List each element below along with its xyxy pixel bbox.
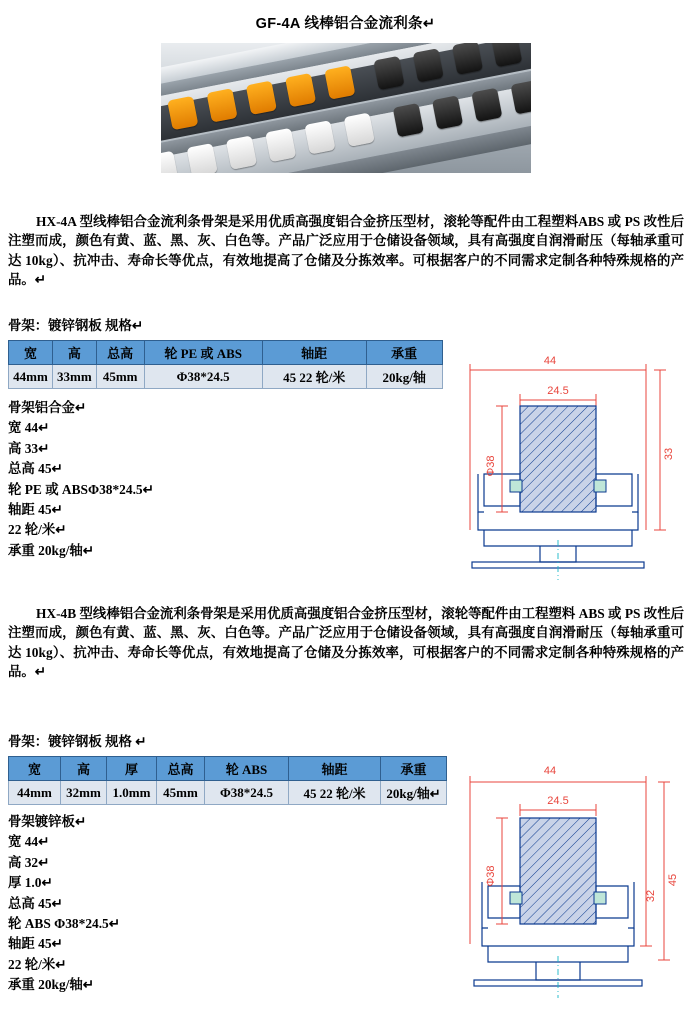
td-height: 32mm — [61, 781, 107, 805]
list-item: 承重 20kg/轴↵ — [8, 542, 94, 558]
section-b-spec-table — [8, 756, 447, 805]
td-load: 20kg/轴 — [366, 365, 442, 389]
section-a-paragraph: HX-4A 型线棒铝合金流利条骨架是采用优质高强度铝合金挤压型材，滚轮等配件由工程塑料ABS 或 PS 改性后注塑而成，颜色有黄、蓝、黑、灰、白色等。产品广泛应用于仓储设备领域，具有高强度自润滑耐压（每轴承重可达 10kg）、抗冲击、寿命长等优点，有效地提高了仓储及分拣效率。可根据客户的不同需求定制各种特殊规格的产品。↵ — [8, 214, 684, 288]
dim-diameter-38: Φ38 — [485, 455, 497, 477]
section-b-technical-drawing — [432, 748, 684, 1004]
list-item: 轮 PE 或 ABSΦ38*24.5↵ — [8, 481, 154, 497]
th-pitch: 轴距 — [262, 341, 366, 365]
dim-right-32: 32 — [645, 889, 657, 903]
section-a-technical-drawing — [432, 334, 684, 590]
list-item: 轴距 45↵ — [8, 936, 63, 952]
td-load: 20kg/轴↵ — [381, 781, 447, 805]
section-a-spec-label: 骨架：镀锌钢板 规格↵ — [8, 318, 144, 333]
table-header-row — [9, 757, 447, 781]
th-roller: 轮 PE 或 ABS — [144, 341, 262, 365]
list-item: 宽 44↵ — [8, 420, 50, 436]
dim-right-33: 33 — [663, 447, 675, 461]
list-item: 22 轮/米↵ — [8, 956, 67, 972]
table-row — [9, 781, 447, 805]
page-title: GF-4A 线棒铝合金流利条↵ — [255, 16, 436, 32]
th-thickness: 厚 — [107, 757, 157, 781]
dim-right-45: 45 — [667, 873, 679, 887]
table-row — [9, 365, 443, 389]
list-item: 高 32↵ — [8, 854, 50, 870]
list-item: 轮 ABS Φ38*24.5↵ — [8, 915, 120, 931]
list-item: 承重 20kg/轴↵ — [8, 977, 94, 992]
td-thickness: 1.0mm — [107, 781, 157, 805]
th-width: 宽 — [9, 341, 53, 365]
td-pitch: 45 22 轮/米 — [289, 781, 381, 805]
document-page — [0, 12, 691, 1012]
drawing-svg-b — [432, 748, 684, 1004]
th-total-height: 总高 — [96, 341, 144, 365]
section-b-paragraph: HX-4B 型线棒铝合金流利条骨架是采用优质高强度铝合金挤压型材，滚轮等配件由工程塑料 ABS 或 PS 改性后注塑而成，颜色有黄、蓝、黑、灰、白色等。产品广泛应用于仓储设备领域，具有高强度自润滑耐压（每轴承重可达 10kg）、抗冲击、寿命长等优点，有效地提高了仓储及分拣效率，可根据客户的不同需求定制各种特殊规格的产品。↵ — [8, 606, 684, 680]
td-roller: Φ38*24.5 — [144, 365, 262, 389]
section-a-spec-table — [8, 340, 443, 389]
drawing-svg-a — [432, 334, 684, 590]
th-height: 高 — [53, 341, 97, 365]
dim-inner-24-5: 24.5 — [547, 795, 569, 807]
list-item: 轴距 45↵ — [8, 501, 63, 517]
th-roller: 轮 ABS — [205, 757, 289, 781]
th-height: 高 — [61, 757, 107, 781]
roller-row — [161, 43, 531, 173]
table-header-row — [9, 341, 443, 365]
list-title: 骨架镀锌板↵ — [8, 814, 87, 829]
section-a-spec-list — [8, 398, 154, 561]
td-roller: Φ38*24.5 — [205, 781, 289, 805]
th-pitch: 轴距 — [289, 757, 381, 781]
th-load: 承重 — [366, 341, 442, 365]
td-width: 44mm — [9, 365, 53, 389]
dim-inner-24-5: 24.5 — [547, 385, 569, 397]
dim-top-44: 44 — [543, 765, 557, 777]
td-pitch: 45 22 轮/米 — [262, 365, 366, 389]
list-item: 22 轮/米↵ — [8, 522, 67, 538]
th-width: 宽 — [9, 757, 61, 781]
product-photo — [161, 43, 531, 173]
list-item: 宽 44↵ — [8, 834, 50, 850]
list-item: 厚 1.0↵ — [8, 875, 53, 891]
section-b-spec-list — [8, 812, 120, 995]
td-total-height: 45mm — [157, 781, 205, 805]
aluminium-rail-illustration — [161, 43, 531, 173]
dim-diameter-38: Φ38 — [485, 865, 497, 887]
list-title: 骨架铝合金↵ — [8, 400, 87, 415]
list-item: 高 33↵ — [8, 440, 50, 456]
td-width: 44mm — [9, 781, 61, 805]
th-load: 承重 — [381, 757, 447, 781]
list-item: 总高 45↵ — [8, 895, 63, 911]
td-height: 33mm — [53, 365, 97, 389]
td-total-height: 45mm — [96, 365, 144, 389]
section-b-spec-label: 骨架：镀锌钢板 规格 ↵ — [8, 734, 147, 749]
dim-top-44: 44 — [543, 355, 557, 367]
list-item: 总高 45↵ — [8, 461, 63, 477]
th-total-height: 总高 — [157, 757, 205, 781]
